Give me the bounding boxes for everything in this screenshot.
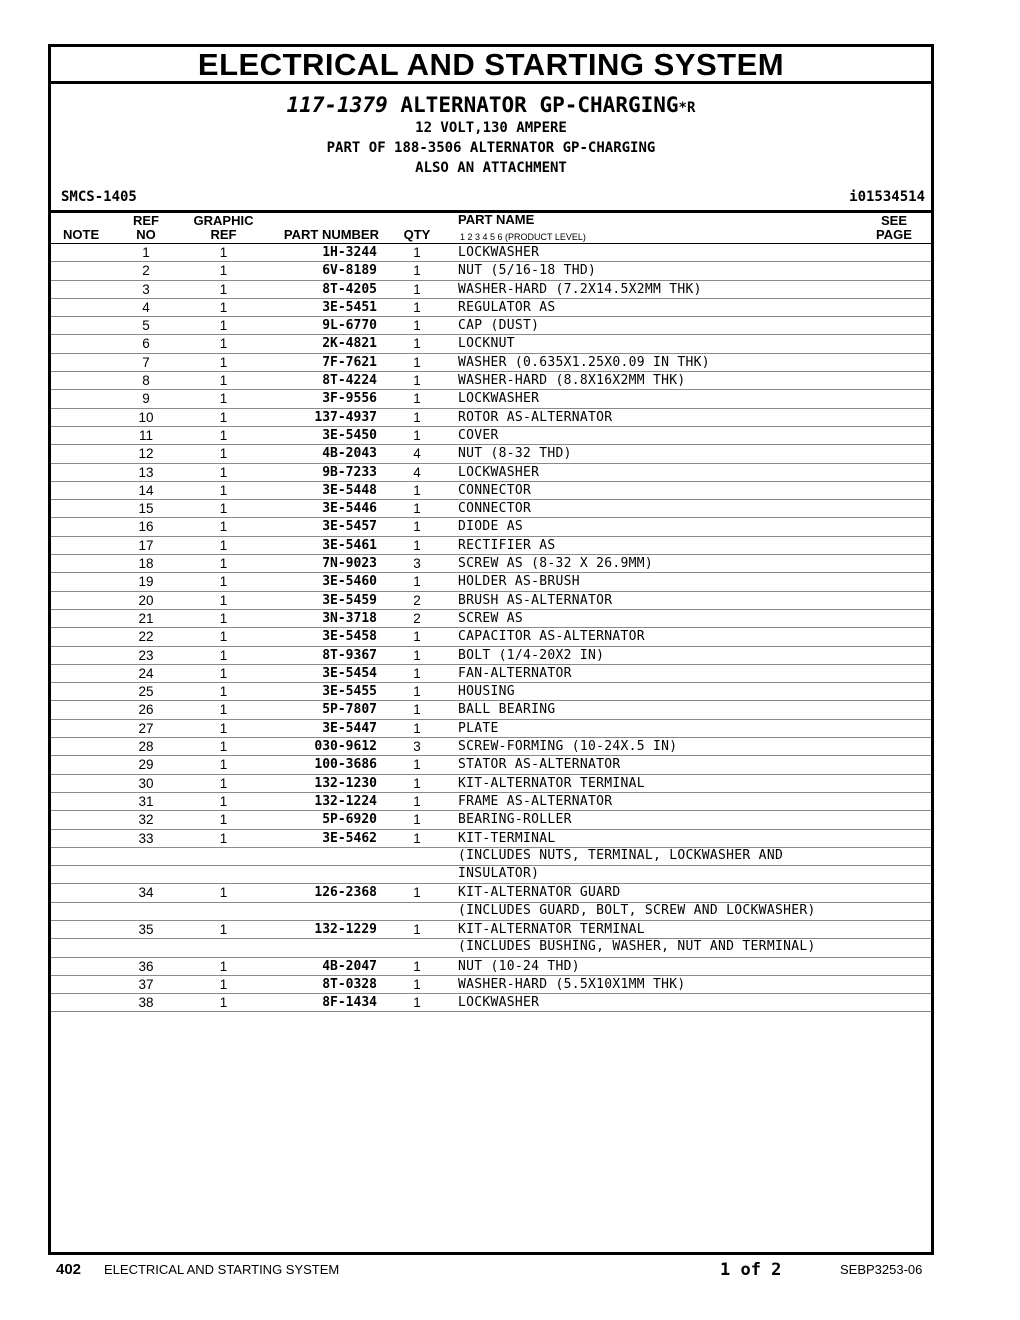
part-number-cell: 5P-6920 [322, 812, 377, 828]
part-name-cell: RECTIFIER AS [458, 537, 556, 553]
graphic-ref-cell: 1 [219, 775, 228, 791]
ref-no-cell: 26 [138, 702, 154, 718]
qty-cell: 1 [413, 574, 421, 590]
part-name-cell: KIT-ALTERNATOR GUARD [458, 885, 621, 901]
part-name-cell: HOLDER AS-BRUSH [458, 574, 580, 590]
qty-cell: 1 [413, 921, 421, 937]
graphic-ref-cell: 1 [219, 409, 228, 425]
graphic-ref-cell: 1 [219, 720, 228, 736]
part-name-cell: HOUSING [458, 684, 515, 700]
graphic-ref-cell: 1 [219, 702, 228, 718]
part-name-cell: CAPACITOR AS-ALTERNATOR [458, 629, 645, 645]
table-row [51, 647, 931, 665]
qty-cell: 1 [413, 885, 421, 901]
ref-no-cell: 5 [142, 318, 150, 334]
table-row [51, 281, 931, 299]
graphic-ref-cell: 1 [219, 556, 228, 572]
page-footer [0, 1258, 1020, 1282]
part-name-cell: ROTOR AS-ALTERNATOR [458, 409, 613, 425]
col-part-name: PART NAME [458, 212, 535, 227]
table-row [51, 610, 931, 628]
ref-no-cell: 34 [138, 885, 154, 901]
graphic-ref-cell: 1 [219, 482, 228, 498]
col-note: NOTE [63, 227, 100, 242]
table-row [51, 994, 931, 1012]
part-name-cell: COVER [458, 427, 499, 443]
table-row [51, 866, 931, 884]
qty-cell: 4 [413, 464, 421, 480]
group-part-number: 117-1379 [286, 93, 388, 117]
col-see-top: SEE [880, 213, 907, 228]
part-name-cell: (INCLUDES NUTS, TERMINAL, LOCKWASHER AND [458, 847, 784, 863]
part-name-cell: REGULATOR AS [458, 299, 556, 315]
part-number-cell: 8F-1434 [322, 995, 377, 1011]
ref-no-cell: 32 [138, 812, 154, 828]
table-row [51, 482, 931, 500]
part-name-cell: WASHER-HARD (7.2X14.5X2MM THK) [458, 281, 702, 297]
qty-cell: 4 [413, 446, 421, 462]
part-name-cell: CONNECTOR [458, 482, 532, 498]
part-number-cell: 132-1229 [314, 921, 377, 937]
part-name-cell: KIT-TERMINAL [458, 830, 556, 846]
table-row [51, 555, 931, 573]
table-row [51, 427, 931, 445]
ref-no-cell: 30 [138, 775, 154, 791]
footer-page-of: 1 of 2 [720, 1260, 782, 1280]
part-name-cell: CONNECTOR [458, 501, 532, 517]
qty-cell: 1 [413, 501, 421, 517]
part-name-cell: LOCKWASHER [458, 391, 540, 407]
part-number-cell: 3E-5457 [322, 519, 377, 535]
graphic-ref-cell: 1 [219, 519, 228, 535]
part-name-cell: (INCLUDES GUARD, BOLT, SCREW AND LOCKWASHER) [458, 902, 816, 918]
table-row [51, 903, 931, 921]
col-graphic-top: GRAPHIC [193, 213, 254, 228]
graphic-ref-cell: 1 [219, 464, 228, 480]
parent-group-line: PART OF 188-3506 ALTERNATOR GP-CHARGING [326, 140, 656, 156]
part-name-cell: NUT (8-32 THD) [458, 446, 572, 462]
part-name-cell: FRAME AS-ALTERNATOR [458, 793, 613, 809]
graphic-ref-cell: 1 [219, 318, 228, 334]
qty-cell: 1 [413, 263, 421, 279]
table-row [51, 244, 931, 262]
ref-no-cell: 3 [142, 281, 150, 297]
ref-no-cell: 28 [138, 739, 154, 755]
graphic-ref-cell: 1 [219, 574, 228, 590]
ref-no-cell: 6 [142, 336, 150, 352]
graphic-ref-cell: 1 [219, 757, 228, 773]
qty-cell: 1 [413, 995, 421, 1011]
graphic-ref-cell: 1 [219, 427, 228, 443]
illustration-id: i01534514 [849, 189, 925, 205]
part-number-cell: 030-9612 [314, 739, 377, 755]
ref-no-cell: 24 [138, 665, 154, 681]
part-number-cell: 9B-7233 [322, 464, 377, 480]
qty-cell: 1 [413, 775, 421, 791]
part-number-cell: 8T-9367 [322, 647, 377, 663]
part-number-cell: 126-2368 [314, 885, 377, 901]
table-row [51, 592, 931, 610]
qty-cell: 1 [413, 812, 421, 828]
qty-cell: 1 [413, 391, 421, 407]
graphic-ref-cell: 1 [219, 976, 228, 992]
qty-cell: 2 [413, 592, 421, 608]
qty-cell: 1 [413, 702, 421, 718]
part-name-cell: KIT-ALTERNATOR TERMINAL [458, 921, 645, 937]
part-name-cell: WASHER-HARD (5.5X10X1MM THK) [458, 976, 686, 992]
ref-no-cell: 38 [138, 995, 154, 1011]
graphic-ref-cell: 1 [219, 592, 228, 608]
part-name-cell: NUT (10-24 THD) [458, 958, 580, 974]
table-row [51, 372, 931, 390]
part-number-cell: 3E-5448 [322, 482, 377, 498]
table-row [51, 830, 931, 848]
part-number-cell: 2K-4821 [322, 336, 377, 352]
ref-no-cell: 2 [142, 263, 150, 279]
table-row [51, 921, 931, 939]
graphic-ref-cell: 1 [219, 336, 228, 352]
part-name-cell: CAP (DUST) [458, 318, 540, 334]
graphic-ref-cell: 1 [219, 263, 228, 279]
qty-cell: 1 [413, 409, 421, 425]
qty-cell: 1 [413, 757, 421, 773]
qty-cell: 1 [413, 629, 421, 645]
col-part-number: PART NUMBER [283, 227, 379, 242]
ref-no-cell: 21 [138, 610, 154, 626]
section-title: ELECTRICAL AND STARTING SYSTEM [51, 47, 931, 84]
part-number-cell: 1H-3244 [322, 245, 377, 260]
table-row [51, 445, 931, 463]
graphic-ref-cell: 1 [219, 995, 228, 1011]
part-number-cell: 3E-5461 [322, 537, 377, 553]
table-row [51, 354, 931, 372]
part-name-cell: BEARING-ROLLER [458, 812, 572, 828]
graphic-ref-cell: 1 [219, 793, 228, 809]
table-row [51, 390, 931, 408]
part-number-cell: 3E-5454 [322, 665, 377, 681]
part-number-cell: 3E-5450 [322, 427, 377, 443]
qty-cell: 1 [413, 354, 421, 370]
graphic-ref-cell: 1 [219, 921, 228, 937]
part-number-cell: 3E-5455 [322, 684, 377, 700]
table-row [51, 335, 931, 353]
part-number-cell: 3E-5447 [322, 720, 377, 736]
page-frame [48, 44, 934, 1255]
ref-no-cell: 23 [138, 647, 154, 663]
graphic-ref-cell: 1 [219, 665, 228, 681]
col-graphic-bottom: REF [210, 227, 237, 242]
table-row [51, 738, 931, 756]
ref-no-cell: 31 [138, 793, 154, 809]
table-row [51, 262, 931, 280]
part-name-cell: SCREW AS (8-32 X 26.9MM) [458, 556, 654, 572]
table-row [51, 628, 931, 646]
qty-cell: 1 [413, 519, 421, 535]
graphic-ref-cell: 1 [219, 299, 228, 315]
part-name-cell: STATOR AS-ALTERNATOR [458, 757, 621, 773]
part-number-cell: 8T-0328 [322, 976, 377, 992]
part-number-cell: 137-4937 [314, 409, 377, 425]
part-number-cell: 100-3686 [314, 757, 377, 773]
part-name-cell: WASHER-HARD (8.8X16X2MM THK) [458, 373, 686, 389]
ref-no-cell: 10 [138, 409, 154, 425]
ref-no-cell: 27 [138, 720, 154, 736]
qty-cell: 1 [413, 665, 421, 681]
qty-cell: 1 [413, 318, 421, 334]
ref-no-cell: 18 [138, 556, 154, 572]
qty-cell: 1 [413, 976, 421, 992]
qty-cell: 1 [413, 684, 421, 700]
part-number-cell: 3E-5462 [322, 830, 377, 846]
parts-table-body [51, 244, 931, 1012]
part-name-cell: BRUSH AS-ALTERNATOR [458, 592, 613, 608]
part-number-cell: 3F-9556 [322, 391, 377, 407]
part-number-cell: 3N-3718 [322, 610, 377, 626]
part-number-cell: 3E-5459 [322, 592, 377, 608]
graphic-ref-cell: 1 [219, 958, 228, 974]
table-row [51, 811, 931, 829]
qty-cell: 1 [413, 537, 421, 553]
qty-cell: 1 [413, 482, 421, 498]
part-name-cell: KIT-ALTERNATOR TERMINAL [458, 775, 645, 791]
part-name-cell: DIODE AS [458, 519, 524, 535]
table-row [51, 573, 931, 591]
qty-cell: 1 [413, 373, 421, 389]
part-name-cell: LOCKWASHER [458, 245, 540, 260]
qty-cell: 1 [413, 647, 421, 663]
ref-no-cell: 22 [138, 629, 154, 645]
graphic-ref-cell: 1 [219, 830, 228, 846]
serviceability-mark: *R [678, 100, 696, 116]
graphic-ref-cell: 1 [219, 812, 228, 828]
table-row [51, 958, 931, 976]
part-name-cell: LOCKWASHER [458, 464, 540, 480]
ref-no-cell: 15 [138, 501, 154, 517]
part-number-cell: 3E-5458 [322, 629, 377, 645]
part-number-cell: 4B-2043 [322, 446, 377, 462]
ref-no-cell: 1 [142, 245, 150, 260]
table-row [51, 793, 931, 811]
part-name-cell: (INCLUDES BUSHING, WASHER, NUT AND TERMINAL) [458, 939, 816, 955]
qty-cell: 1 [413, 958, 421, 974]
part-name-cell: LOCKNUT [458, 336, 515, 352]
qty-cell: 1 [413, 245, 421, 260]
graphic-ref-cell: 1 [219, 647, 228, 663]
part-name-cell: LOCKWASHER [458, 995, 540, 1011]
part-name-cell: SCREW-FORMING (10-24X.5 IN) [458, 739, 678, 755]
graphic-ref-cell: 1 [219, 629, 228, 645]
qty-cell: 1 [413, 793, 421, 809]
table-row [51, 537, 931, 555]
ref-no-cell: 11 [138, 427, 153, 443]
ref-no-cell: 9 [142, 391, 150, 407]
col-see-bottom: PAGE [876, 227, 912, 242]
ref-no-cell: 12 [138, 446, 154, 462]
footer-document-id: SEBP3253-06 [840, 1262, 923, 1277]
graphic-ref-cell: 1 [219, 684, 228, 700]
graphic-ref-cell: 1 [219, 391, 228, 407]
ref-no-cell: 7 [142, 354, 150, 370]
smcs-row [51, 184, 931, 213]
qty-cell: 1 [413, 830, 421, 846]
col-product-level: 1 2 3 4 5 6 (PRODUCT LEVEL) [460, 232, 586, 242]
part-number-cell: 4B-2047 [322, 958, 377, 974]
part-title-line [51, 92, 931, 118]
table-row [51, 317, 931, 335]
qty-cell: 1 [413, 720, 421, 736]
ref-no-cell: 20 [138, 592, 154, 608]
graphic-ref-cell: 1 [219, 281, 228, 297]
table-row [51, 701, 931, 719]
table-row [51, 299, 931, 317]
ref-no-cell: 16 [138, 519, 154, 535]
part-name-cell: WASHER (0.635X1.25X0.09 IN THK) [458, 354, 710, 370]
smcs-code: SMCS-1405 [61, 189, 137, 205]
graphic-ref-cell: 1 [219, 354, 228, 370]
part-number-cell: 7N-9023 [322, 556, 377, 572]
part-name-cell: BALL BEARING [458, 702, 556, 718]
col-qty: QTY [403, 227, 431, 242]
graphic-ref-cell: 1 [219, 537, 228, 553]
table-row [51, 665, 931, 683]
col-ref-bottom: NO [136, 227, 156, 242]
graphic-ref-cell: 1 [219, 245, 228, 260]
part-name-cell: PLATE [458, 720, 499, 736]
ref-no-cell: 13 [138, 464, 154, 480]
part-name-cell: BOLT (1/4-20X2 IN) [458, 647, 605, 663]
table-row [51, 775, 931, 793]
qty-cell: 1 [413, 281, 421, 297]
part-number-cell: 8T-4224 [322, 373, 377, 389]
column-header [51, 213, 931, 244]
ref-no-cell: 37 [138, 976, 154, 992]
part-name-cell: SCREW AS [458, 610, 524, 626]
ref-no-cell: 35 [138, 921, 154, 937]
table-row [51, 976, 931, 994]
qty-cell: 3 [413, 556, 421, 572]
table-row [51, 464, 931, 482]
part-number-cell: 3E-5451 [322, 299, 377, 315]
graphic-ref-cell: 1 [219, 739, 228, 755]
col-ref-top: REF [133, 213, 159, 228]
group-part-title: ALTERNATOR GP-CHARGING [400, 93, 679, 117]
qty-cell: 3 [413, 739, 421, 755]
table-row [51, 756, 931, 774]
ref-no-cell: 33 [138, 830, 154, 846]
graphic-ref-cell: 1 [219, 885, 228, 901]
ref-no-cell: 14 [138, 482, 154, 498]
table-row [51, 409, 931, 427]
part-number-cell: 8T-4205 [322, 281, 377, 297]
qty-cell: 1 [413, 427, 421, 443]
qty-cell: 1 [413, 299, 421, 315]
table-row [51, 884, 931, 902]
table-row [51, 518, 931, 536]
ref-no-cell: 8 [142, 373, 150, 389]
table-row [51, 683, 931, 701]
part-name-cell: INSULATOR) [458, 866, 540, 882]
part-number-cell: 6V-8189 [322, 263, 377, 279]
footer-page-number: 402 [56, 1261, 82, 1278]
footer-section: ELECTRICAL AND STARTING SYSTEM [104, 1262, 340, 1277]
ref-no-cell: 17 [138, 537, 154, 553]
part-number-cell: 132-1224 [314, 793, 377, 809]
ref-no-cell: 25 [138, 684, 154, 700]
part-number-cell: 9L-6770 [322, 318, 377, 334]
table-row [51, 939, 931, 957]
attachment-line: ALSO AN ATTACHMENT [415, 160, 567, 176]
graphic-ref-cell: 1 [219, 446, 228, 462]
part-number-cell: 3E-5446 [322, 501, 377, 517]
part-name-cell: NUT (5/16-18 THD) [458, 263, 597, 279]
ref-no-cell: 4 [142, 299, 150, 315]
spec-line: 12 VOLT,130 AMPERE [415, 120, 567, 136]
part-name-cell: FAN-ALTERNATOR [458, 665, 572, 681]
qty-cell: 2 [413, 610, 421, 626]
ref-no-cell: 19 [138, 574, 154, 590]
ref-no-cell: 29 [138, 757, 154, 773]
part-number-cell: 132-1230 [314, 775, 377, 791]
graphic-ref-cell: 1 [219, 610, 228, 626]
table-row [51, 848, 931, 866]
graphic-ref-cell: 1 [219, 373, 228, 389]
qty-cell: 1 [413, 336, 421, 352]
table-row [51, 500, 931, 518]
part-number-cell: 5P-7807 [322, 702, 377, 718]
table-row [51, 720, 931, 738]
graphic-ref-cell: 1 [219, 501, 228, 517]
part-number-cell: 3E-5460 [322, 574, 377, 590]
ref-no-cell: 36 [138, 958, 154, 974]
part-number-cell: 7F-7621 [322, 354, 377, 370]
